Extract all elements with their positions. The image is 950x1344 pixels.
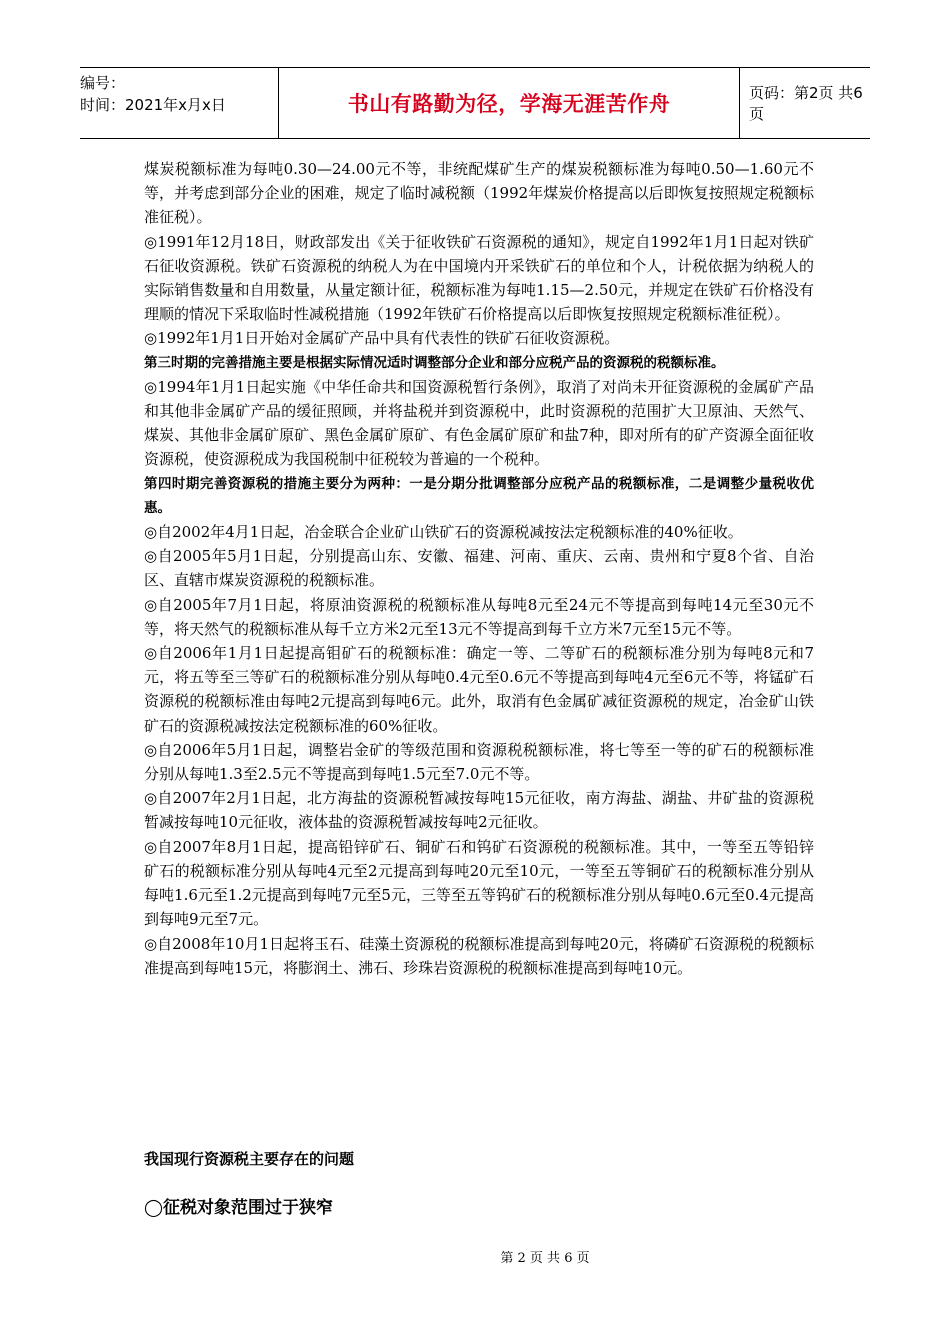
body-paragraph: ◎1992年1月1日开始对金属矿产品中具有代表性的铁矿石征收资源税。 bbox=[144, 329, 620, 348]
header-motto: 书山有路勤为径，学海无涯苦作舟 bbox=[347, 92, 671, 116]
header-motto-cell bbox=[278, 68, 740, 138]
body-paragraph: ◎自2006年1月1日起提高钼矿石的税额标准：确定一等、二等矿石的税额标准分别为每吨8元和7元，将五等至三等矿石的税额标准分别从每吨0.4元至0.6元不等提高到每吨4元至6元不等，将锰矿石资源税的税额标准由每吨2元提高到每吨6元。此外，取消有色金属矿减征资源税的规定，冶金矿山铁矿石的资源税减按法定税额标准的60%征收。 bbox=[144, 644, 814, 735]
page-header bbox=[80, 67, 870, 139]
header-page-number: 页码：第2页 共6页 bbox=[749, 84, 863, 123]
body-paragraph: ◎1991年12月18日，财政部发出《关于征收铁矿石资源税的通知》，规定自1992年1月1日起对铁矿石征收资源税。铁矿石资源税的纳税人为在中国境内开采铁矿石的单位和个人，计税依据为纳税人的实际销售数量和自用数量，从量定额计征，税额标准为每吨1.15—2.50元，并规定在铁矿石价格没有理顺的情况下采取临时性减税措施（1992年铁矿石价格提高以后即恢复按照规定税额标准征税）。 bbox=[144, 232, 814, 324]
page-footer: 第 2 页 共 6 页 bbox=[500, 1251, 590, 1266]
body-paragraph: ◎自2005年5月1日起，分别提高山东、安徽、福建、河南、重庆、云南、贵州和宁夏8个省、自治区、直辖市煤炭资源税的税额标准。 bbox=[144, 547, 814, 590]
body-paragraph: ◎自2007年8月1日起，提高铅锌矿石、铜矿石和钨矿石资源税的税额标准。其中，一等至五等铅锌矿石的税额标准分别从每吨4元至2元提高到每吨20元至10元，一等至五等铜矿石的税额标准分别从每吨1.6元至1.2元提高到每吨7元至5元，三等至五等钨矿石的税额标准分别从每吨0.6元至0.4元提高到每吨9元至7元。 bbox=[144, 837, 814, 929]
body-paragraph: ◎自2007年2月1日起，北方海盐的资源税暂减按每吨15元征收，南方海盐、湖盐、井矿盐的资源税暂减按每吨10元征收，液体盐的资源税暂减按每吨2元征收。 bbox=[144, 789, 814, 832]
body-paragraph: ◎自2006年5月1日起，调整岩金矿的等级范围和资源税税额标准，将七等至一等的矿石的税额标准分别从每吨1.3至2.5元不等提高到每吨1.5元至7.0元不等。 bbox=[144, 740, 814, 784]
subsection-heading: ◯征税对象范围过于狭窄 bbox=[144, 1198, 334, 1218]
period-summary-paragraph: 第三时期的完善措施主要是根据实际情况适时调整部分企业和部分应税产品的资源税的税额标准。 bbox=[144, 354, 725, 371]
body-paragraph: ◎1994年1月1日起实施《中华任命共和国资源税暂行条例》，取消了对尚未开征资源税的金属矿产品和其他非金属矿产品的缓征照顾，并将盐税并到资源税中，此时资源税的范围扩大卫原油、天然气、煤炭、其他非金属矿原矿、黑色金属矿原矿、有色金属矿原矿和盐7种，即对所有的矿产资源全面征收资源税，使资源税成为我国税制中征税较为普遍的一个税种。 bbox=[144, 377, 814, 469]
document-body bbox=[144, 157, 814, 980]
doc-number-label: 编号： bbox=[80, 74, 126, 92]
section-heading: 我国现行资源税主要存在的问题 bbox=[144, 1150, 355, 1168]
doc-time-label: 时间：2021年x月x日 bbox=[80, 96, 226, 114]
body-paragraph: ◎自2008年10月1日起将玉石、硅藻土资源税的税额标准提高到每吨20元，将磷矿石资源税的税额标准提高到每吨15元，将膨润土、沸石、珍珠岩资源税的税额标准提高到每吨10元。 bbox=[144, 934, 814, 977]
period-summary-paragraph: 第四时期完善资源税的措施主要分为两种：一是分期分批调整部分应税产品的税额标准，二是调整少量税收优惠。 bbox=[144, 475, 814, 516]
body-paragraph: ◎自2002年4月1日起，冶金联合企业矿山铁矿石的资源税减按法定税额标准的40%征收。 bbox=[144, 523, 743, 542]
body-paragraph: 煤炭税额标准为每吨0.30—24.00元不等，非统配煤矿生产的煤炭税额标准为每吨0.50—1.60元不等，并考虑到部分企业的困难，规定了临时减税额（1992年煤炭价格提高以后即恢复按照规定税额标准征税）。 bbox=[144, 160, 814, 227]
header-page-cell bbox=[739, 68, 870, 138]
body-paragraph: ◎自2005年7月1日起，将原油资源税的税额标准从每吨8元至24元不等提高到每吨14元至30元不等，将天然气的税额标准从每千立方米2元至13元不等提高到每千立方米7元至15元不等。 bbox=[144, 595, 814, 638]
header-meta bbox=[80, 68, 278, 138]
